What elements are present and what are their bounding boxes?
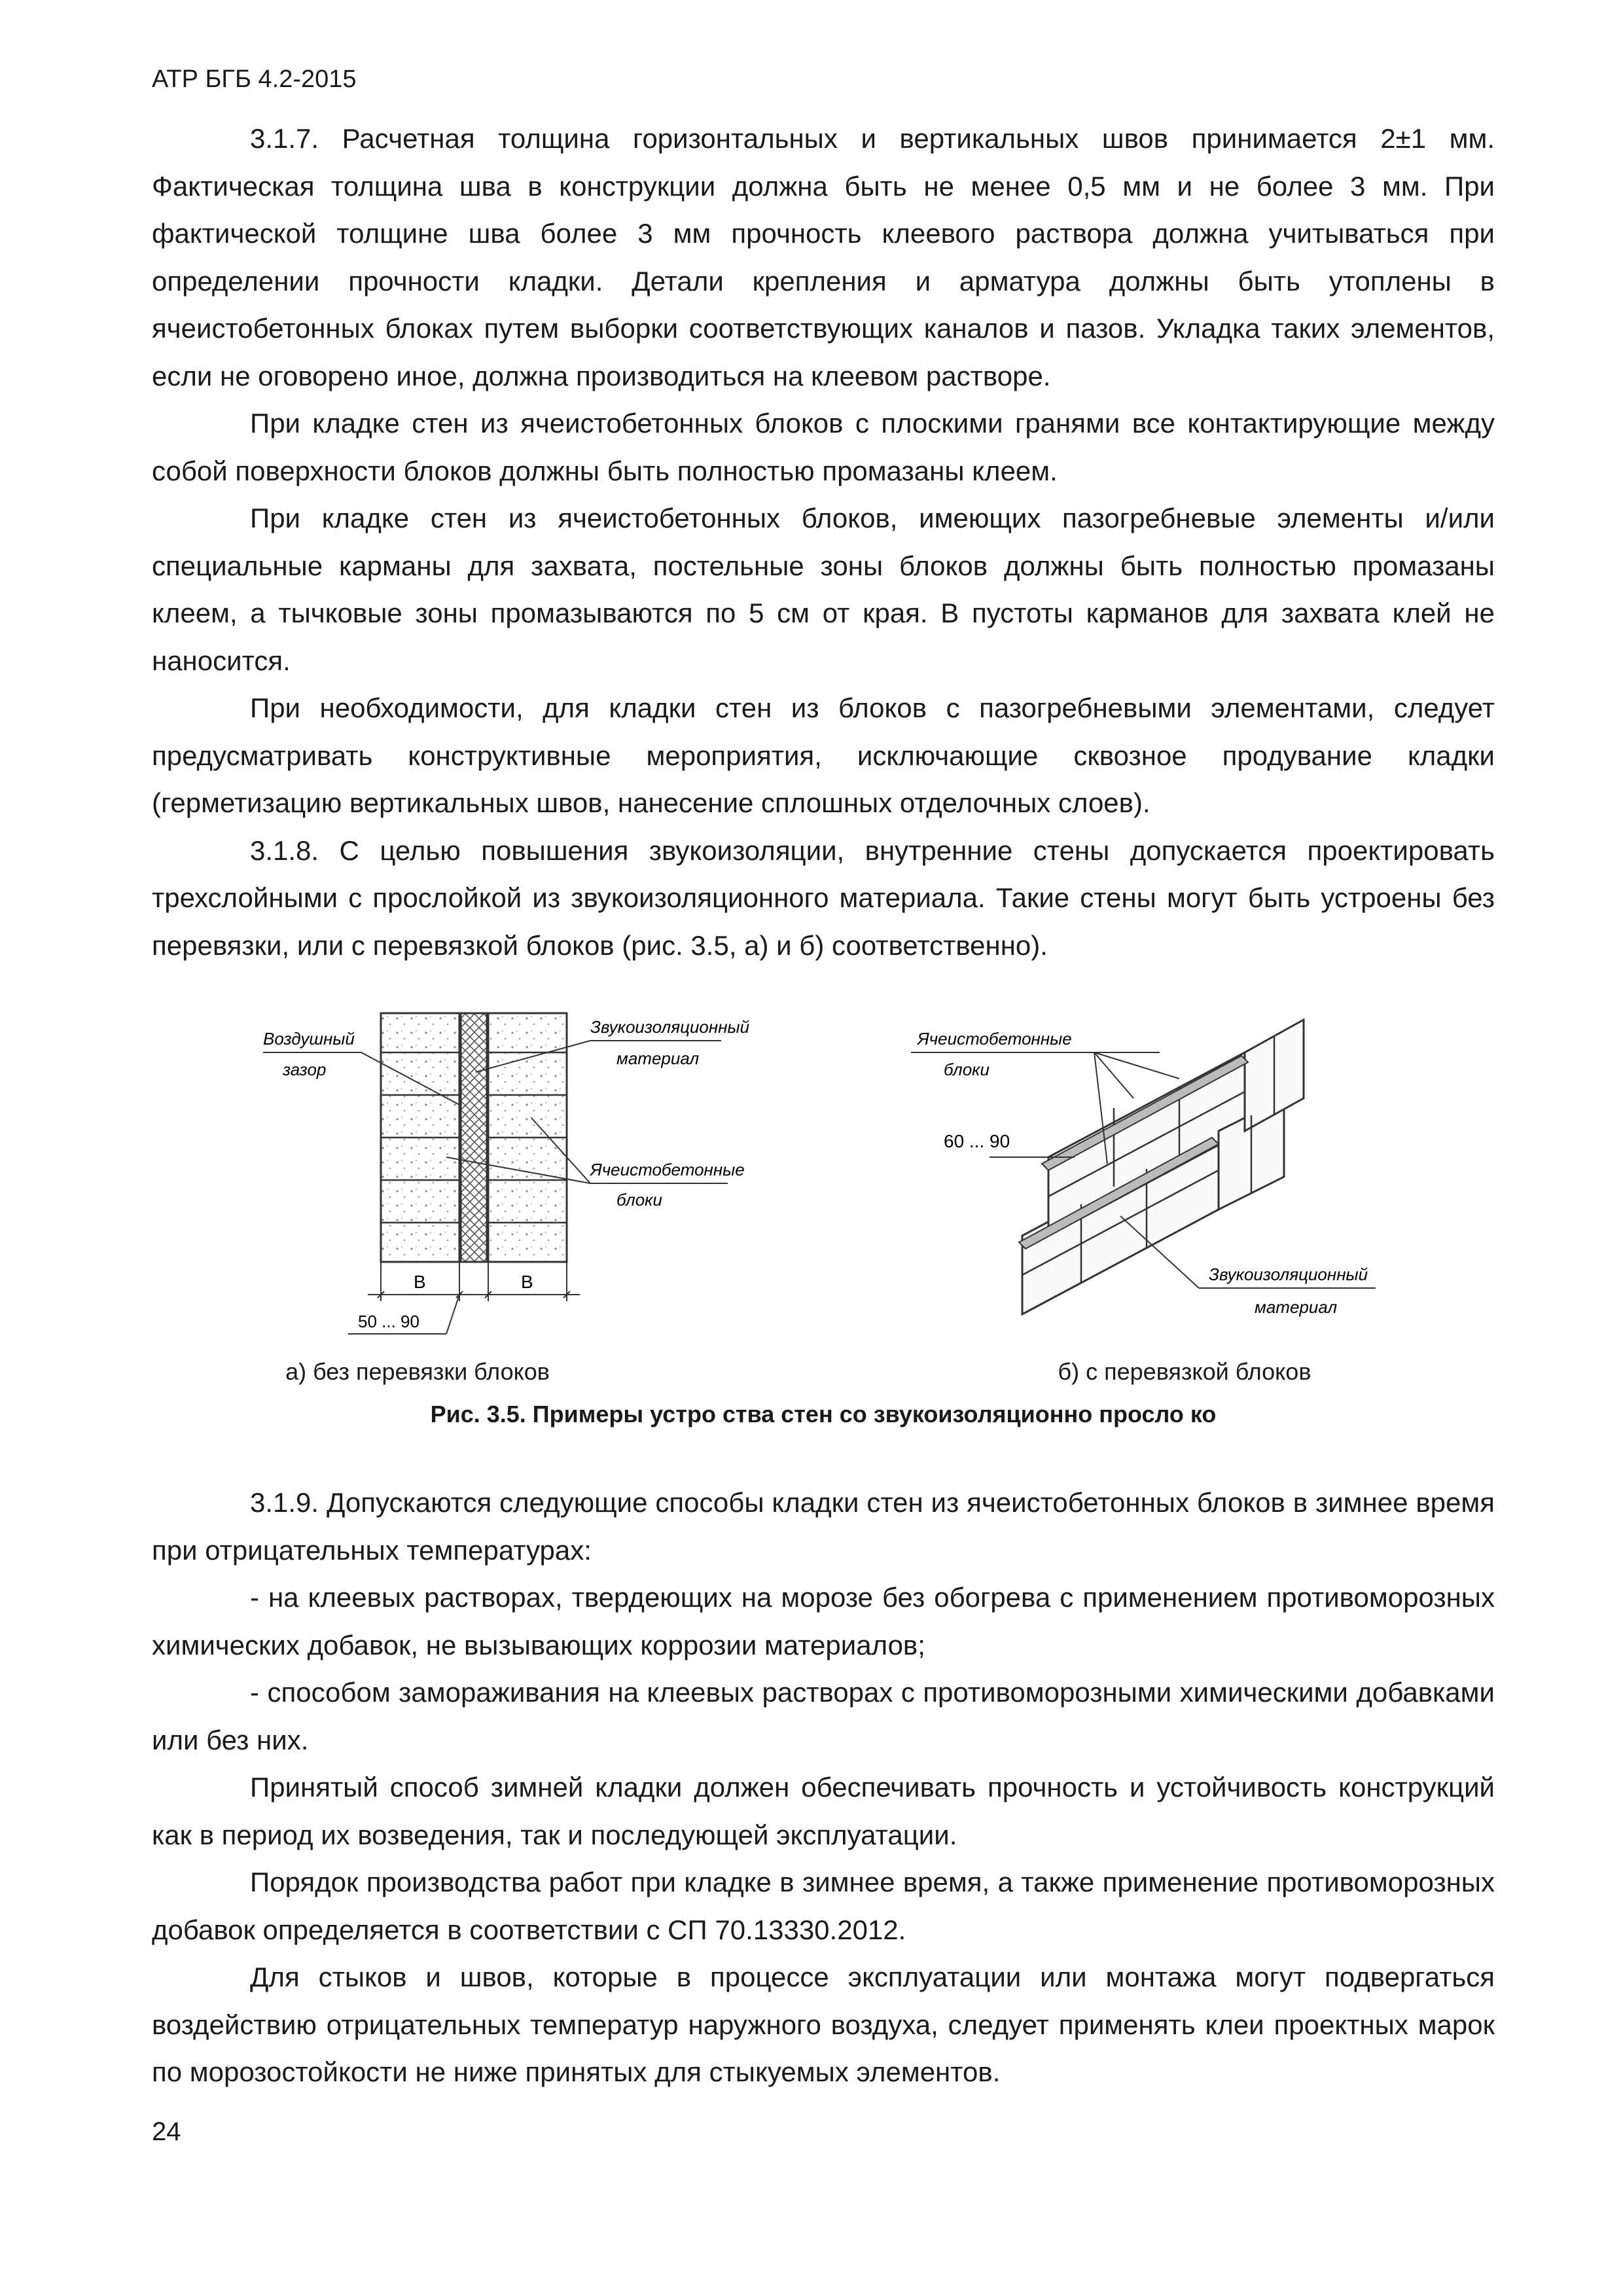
sound-insulation-label-b-2: материал bbox=[1255, 1297, 1338, 1317]
paragraph-3-1-9: 3.1.9. Допускаются следующие способы кладки стен из ячеистобетонных блоков в зимнее время при отрицательных температурах: bbox=[152, 1487, 1495, 1566]
blocks-label-b-2: блоки bbox=[944, 1060, 990, 1079]
paragraph-winter-method: Принятый способ зимней кладки должен обеспечивать прочность и устойчивость конструкций как в период их возведения, так и последующей эксплуатации. bbox=[152, 1772, 1495, 1850]
blocks-label-1: Ячеистобетонные bbox=[590, 1160, 745, 1179]
subcaption-a: а) без перевязки блоков bbox=[285, 1358, 550, 1385]
body-text-top bbox=[152, 115, 1495, 969]
document-code-header: АТР БГБ 4.2-2015 bbox=[152, 65, 357, 93]
blocks-label-2: блоки bbox=[616, 1190, 662, 1210]
paragraph-method-1: - на клеевых растворах, твердеющих на морозе без обогрева с применением противоморозных химических добавок, не вызывающих коррозии материалов; bbox=[152, 1582, 1495, 1660]
body-text-bottom bbox=[152, 1479, 1495, 2096]
dimension-b-left: B bbox=[414, 1272, 426, 1292]
paragraph-blow-through: При необходимости, для кладки стен из блоков с пазогребневыми элементами, следует предусматривать конструктивные мероприятия, исключающие сквозное продувание кладки (герметизацию вертикальных швов, нанесение сплошных отделочных слоев). bbox=[152, 692, 1495, 818]
air-gap-label-1: Воздушный bbox=[263, 1029, 355, 1049]
sound-insulation-label-b-1: Звукоизоляционный bbox=[1209, 1265, 1368, 1284]
paragraph-flat-blocks: При кладке стен из ячеистобетонных блоков с плоскими гранями все контактирующие между собой поверхности блоков должны быть полностью промазаны клеем. bbox=[152, 408, 1495, 486]
sound-insulation-label-1: Звукоизоляционный bbox=[590, 1017, 750, 1037]
figure-b-drawing bbox=[911, 1000, 1500, 1354]
paragraph-3-1-7: 3.1.7. Расчетная толщина горизонтальных и вертикальных швов принимается 2±1 мм. Фактическая толщина шва в конструкции должна быть не менее 0,5 мм и не более 3 мм. При фактической толщине шва более 3 мм прочность клеевого раствора должна учитываться при определении прочности кладки. Детали крепления и арматура должны быть утоплены в ячеистобетонных блоках путем выборки соответствующих каналов и пазов. Укладка таких элементов, если не оговорено иное, должна производиться на клеевом растворе. bbox=[152, 123, 1495, 391]
paragraph-method-2: - способом замораживания на клеевых растворах с противоморозными химическими добавками или без них. bbox=[152, 1677, 1495, 1755]
blocks-label-b-1: Ячеистобетонные bbox=[918, 1029, 1072, 1049]
dimension-b: 60 ... 90 bbox=[944, 1131, 1010, 1151]
subcaption-b: б) с перевязкой блоков bbox=[1058, 1358, 1311, 1385]
paragraph-3-1-8: 3.1.8. С целью повышения звукоизоляции, внутренние стены допускается проектировать трехслойными с прослойкой из звукоизоляционного материала. Такие стены могут быть устроены без перевязки, или с перевязкой блоков (рис. 3.5, а) и б) соответственно). bbox=[152, 834, 1495, 961]
figure-caption: Рис. 3.5. Примеры устро ства стен со звукоизоляционно просло ко bbox=[430, 1401, 1217, 1427]
figure-a-drawing bbox=[250, 1000, 904, 1354]
page-number: 24 bbox=[152, 2117, 181, 2146]
paragraph-work-order: Порядок производства работ при кладке в зимнее время, а также применение противоморозных добавок определяется в соответствии с СП 70.13330.2012. bbox=[152, 1867, 1495, 1945]
paragraph-joints: Для стыков и швов, которые в процессе эксплуатации или монтажа могут подвергаться воздействию отрицательных температур наружного воздуха, следует применять клеи проектных марок по морозостойкости не ниже принятых для стыкуемых элементов. bbox=[152, 1962, 1495, 2087]
dimension-gap: 50 ... 90 bbox=[358, 1312, 419, 1331]
paragraph-tongue-groove: При кладке стен из ячеистобетонных блоков, имеющих пазогребневые элементы и/или специальные карманы для захвата, постельные зоны блоков должны быть полностью промазаны клеем, а тычковые зоны промазываются по 5 см от края. В пустоты карманов для захвата клей не наносится. bbox=[152, 503, 1495, 676]
sound-insulation-label-2: материал bbox=[616, 1049, 700, 1068]
air-gap-label-2: зазор bbox=[283, 1060, 327, 1079]
dimension-b-right: B bbox=[521, 1272, 533, 1292]
